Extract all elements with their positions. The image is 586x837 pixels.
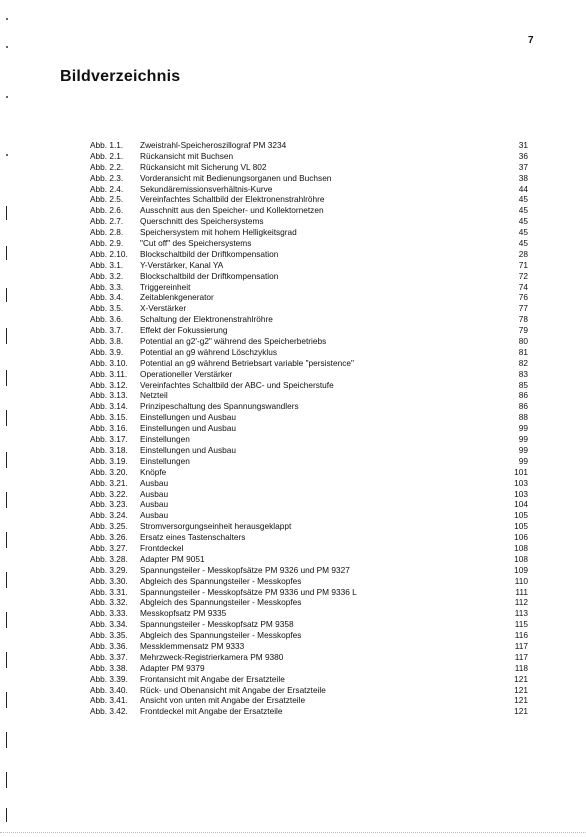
figure-caption: Potential an g9 während Betriebsart variable "persistence" (140, 357, 354, 368)
figure-page-number: 121 (514, 673, 528, 684)
figure-entry (90, 434, 530, 445)
figure-page-number: 112 (514, 597, 528, 608)
figure-entry (90, 347, 530, 358)
figure-page-number: 74 (518, 281, 528, 292)
figure-caption: Frontdeckel mit Angabe der Ersatzteile (140, 706, 283, 717)
figure-caption: Querschnitt des Speichersystems (140, 216, 264, 227)
figure-caption: Ersatz eines Tastenschalters (140, 532, 246, 543)
figure-number: Abb. 3.23. (90, 499, 128, 510)
figure-number: Abb. 3.17. (90, 434, 128, 445)
figure-entry (90, 478, 530, 489)
figure-number: Abb. 3.18. (90, 444, 128, 455)
binding-margin-marks (0, 0, 20, 837)
figure-page-number: 85 (518, 379, 528, 390)
page-bottom-rule (0, 832, 586, 833)
figure-caption: Frontdeckel (140, 542, 184, 553)
figure-entry (90, 238, 530, 249)
figure-caption: Zeitablenkgenerator (140, 292, 214, 303)
figure-caption: Vereinfachtes Schaltbild der ABC- und Speicherstufe (140, 379, 334, 390)
margin-mark (6, 410, 10, 426)
figure-caption: Einstellungen und Ausbau (140, 423, 236, 434)
figure-page-number: 118 (514, 662, 528, 673)
figure-caption: Speichersystem mit hohem Helligkeitsgrad (140, 227, 297, 238)
figure-number: Abb. 3.9. (90, 346, 124, 357)
figure-page-number: 110 (514, 575, 528, 586)
figure-entry (90, 489, 530, 500)
figure-entry (90, 303, 530, 314)
margin-mark (6, 288, 10, 302)
figure-caption: Blockschaltbild der Driftkompensation (140, 248, 279, 259)
figure-entry (90, 641, 530, 652)
figure-caption: Einstellungen und Ausbau (140, 412, 236, 423)
figure-caption: Effekt der Fokussierung (140, 325, 228, 336)
figure-caption: Abgleich des Spannungsteiler - Messkopfes (140, 597, 302, 608)
figure-caption: Triggereinheit (140, 281, 191, 292)
figure-number: Abb. 3.26. (90, 532, 128, 543)
figure-number: Abb. 3.39. (90, 673, 128, 684)
figure-number: Abb. 3.21. (90, 477, 128, 488)
figure-page-number: 103 (514, 488, 528, 499)
figure-page-number: 45 (518, 227, 528, 238)
figure-entry (90, 706, 530, 717)
figure-entry (90, 325, 530, 336)
figure-number: Abb. 3.16. (90, 423, 128, 434)
figure-page-number: 79 (518, 325, 528, 336)
figure-caption: Stromversorgungseinheit herausgeklappt (140, 521, 292, 532)
figure-page-number: 37 (518, 161, 528, 172)
figure-number: Abb. 3.34. (90, 619, 128, 630)
margin-mark (6, 692, 10, 708)
figure-entry (90, 162, 530, 173)
figure-entry (90, 401, 530, 412)
figure-page-number: 109 (514, 564, 528, 575)
figure-page-number: 72 (518, 270, 528, 281)
margin-mark (6, 206, 10, 220)
figure-entry (90, 282, 530, 293)
margin-mark (6, 612, 10, 628)
figure-caption: Y-Verstärker, Kanal YA (140, 259, 224, 270)
figure-number: Abb. 3.30. (90, 575, 128, 586)
figure-list (90, 140, 530, 717)
figure-entry (90, 565, 530, 576)
figure-entry (90, 456, 530, 467)
margin-mark (6, 492, 10, 508)
figure-number: Abb. 3.4. (90, 292, 124, 303)
figure-number: Abb. 3.27. (90, 542, 128, 553)
figure-entry (90, 652, 530, 663)
figure-caption: Potential an g2'-g2" während des Speicherbetriebs (140, 336, 327, 347)
margin-mark (6, 808, 10, 822)
figure-number: Abb. 3.7. (90, 325, 124, 336)
figure-caption: Netzteil (140, 390, 168, 401)
figure-caption: Vereinfachtes Schaltbild der Elektronenstrahlröhre (140, 194, 325, 205)
figure-number: Abb. 3.28. (90, 553, 128, 564)
figure-page-number: 81 (518, 346, 528, 357)
figure-caption: Frontansicht mit Angabe der Ersatzteile (140, 673, 285, 684)
figure-caption: Zweistrahl-Speicheroszillograf PM 3234 (140, 140, 287, 150)
figure-entry (90, 532, 530, 543)
figure-entry (90, 380, 530, 391)
figure-number: Abb. 3.41. (90, 695, 128, 706)
figure-caption: Sekundäremissionsverhältnis-Kurve (140, 183, 273, 194)
figure-page-number: 86 (518, 401, 528, 412)
figure-page-number: 44 (518, 183, 528, 194)
figure-number: Abb. 3.5. (90, 303, 124, 314)
figure-page-number: 77 (518, 303, 528, 314)
figure-page-number: 38 (518, 172, 528, 183)
figure-number: Abb. 2.2. (90, 161, 124, 172)
figure-number: Abb. 2.6. (90, 205, 124, 216)
figure-entry (90, 249, 530, 260)
figure-entry (90, 336, 530, 347)
figure-page-number: 117 (514, 640, 528, 651)
figure-entry (90, 445, 530, 456)
figure-number: Abb. 3.12. (90, 379, 128, 390)
figure-page-number: 45 (518, 194, 528, 205)
margin-dot (6, 154, 8, 156)
figure-page-number: 99 (518, 434, 528, 445)
figure-caption: Adapter PM 9051 (140, 553, 205, 564)
figure-caption: "Cut off" des Speichersystems (140, 238, 252, 249)
margin-mark (6, 772, 10, 788)
figure-entry (90, 412, 530, 423)
figure-number: Abb. 2.10. (90, 248, 128, 259)
figure-caption: Spannungsteiler - Messkopfsatz PM 9358 (140, 619, 294, 630)
figure-number: Abb. 3.31. (90, 586, 128, 597)
figure-page-number: 82 (518, 357, 528, 368)
figure-page-number: 105 (514, 521, 528, 532)
figure-caption: Mehrzweck-Registrierkamera PM 9380 (140, 651, 284, 662)
figure-page-number: 99 (518, 444, 528, 455)
figure-page-number: 121 (514, 684, 528, 695)
margin-mark (6, 732, 10, 748)
figure-caption: Ausschnitt aus den Speicher- und Kollektornetzen (140, 205, 324, 216)
margin-mark (6, 328, 10, 344)
figure-caption: Schaltung der Elektronenstrahlröhre (140, 314, 273, 325)
figure-number: Abb. 3.2. (90, 270, 124, 281)
figure-page-number: 78 (518, 314, 528, 325)
figure-page-number: 36 (518, 150, 528, 161)
figure-entry (90, 205, 530, 216)
figure-caption: Rückansicht mit Buchsen (140, 150, 234, 161)
figure-caption: Potential an g9 während Löschzyklus (140, 346, 277, 357)
figure-number: Abb. 2.1. (90, 150, 124, 161)
figure-page-number: 108 (514, 553, 528, 564)
figure-caption: Operationeller Verstärker (140, 368, 233, 379)
figure-caption: Einstellungen (140, 434, 190, 445)
figure-number: Abb. 3.38. (90, 662, 128, 673)
figure-caption: Blockschaltbild der Driftkompensation (140, 270, 279, 281)
figure-entry (90, 467, 530, 478)
figure-entry (90, 510, 530, 521)
figure-entry (90, 314, 530, 325)
figure-entry (90, 587, 530, 598)
figure-number: Abb. 3.33. (90, 608, 128, 619)
figure-number: Abb. 2.9. (90, 238, 124, 249)
figure-caption: Rück- und Obenansicht mit Angabe der Ersatzteile (140, 684, 326, 695)
figure-page-number: 104 (514, 499, 528, 510)
figure-caption: Ausbau (140, 499, 169, 510)
figure-caption: Spannungsteiler - Messkopfsätze PM 9326 und PM 9327 (140, 564, 350, 575)
figure-entry (90, 260, 530, 271)
figure-caption: Ausbau (140, 477, 169, 488)
figure-caption: Knöpfe (140, 466, 167, 477)
figure-caption: Abgleich des Spannungsteiler - Messkopfes (140, 575, 302, 586)
figure-number: Abb. 3.37. (90, 651, 128, 662)
figure-number: Abb. 2.8. (90, 227, 124, 238)
figure-entry (90, 630, 530, 641)
figure-caption: Abgleich des Spannungsteiler - Messkopfes (140, 630, 302, 641)
figure-number: Abb. 3.20. (90, 466, 128, 477)
figure-caption: Rückansicht mit Sicherung VL 802 (140, 161, 267, 172)
figure-page-number: 28 (518, 248, 528, 259)
figure-entry (90, 499, 530, 510)
figure-page-number: 71 (518, 259, 528, 270)
figure-entry (90, 543, 530, 554)
figure-number: Abb. 3.3. (90, 281, 124, 292)
margin-mark (6, 370, 10, 386)
figure-page-number: 115 (514, 619, 528, 630)
figure-number: Abb. 3.40. (90, 684, 128, 695)
figure-entry (90, 685, 530, 696)
figure-page-number: 45 (518, 205, 528, 216)
figure-entry (90, 663, 530, 674)
figure-entry (90, 619, 530, 630)
figure-entry (90, 576, 530, 587)
margin-mark (6, 532, 10, 548)
figure-page-number: 76 (518, 292, 528, 303)
figure-number: Abb. 3.11. (90, 368, 128, 379)
figure-number: Abb. 3.25. (90, 521, 128, 532)
figure-caption: Prinzipeschaltung des Spannungswandlers (140, 401, 299, 412)
figure-entry (90, 271, 530, 282)
figure-page-number: 88 (518, 412, 528, 423)
figure-page-number: 83 (518, 368, 528, 379)
figure-page-number: 117 (514, 651, 528, 662)
figure-number: Abb. 3.24. (90, 510, 128, 521)
figure-caption: X-Verstärker (140, 303, 187, 314)
figure-number: Abb. 3.14. (90, 401, 128, 412)
figure-number: Abb. 3.36. (90, 640, 128, 651)
figure-caption: Vorderansicht mit Bedienungsorganen und Buchsen (140, 172, 332, 183)
figure-page-number: 113 (514, 608, 528, 619)
figure-number: Abb. 3.29. (90, 564, 128, 575)
margin-mark (6, 452, 10, 468)
figure-entry (90, 173, 530, 184)
figure-caption: Ausbau (140, 488, 169, 499)
figure-number: Abb. 2.5. (90, 194, 124, 205)
figure-caption: Spannungsteiler - Messkopfsätze PM 9336 und PM 9336 L (140, 586, 357, 597)
figure-number: Abb. 3.15. (90, 412, 128, 423)
figure-entry (90, 695, 530, 706)
figure-entry (90, 216, 530, 227)
figure-entry (90, 608, 530, 619)
figure-entry (90, 390, 530, 401)
figure-entry (90, 140, 530, 151)
figure-number: Abb. 3.8. (90, 336, 124, 347)
margin-mark (6, 246, 10, 260)
figure-entry (90, 292, 530, 303)
figure-number: Abb. 2.4. (90, 183, 124, 194)
figure-page-number: 31 (518, 140, 528, 150)
figure-page-number: 86 (518, 390, 528, 401)
figure-number: Abb. 3.35. (90, 630, 128, 641)
figure-entry (90, 597, 530, 608)
figure-caption: Messkopfsatz PM 9335 (140, 608, 227, 619)
figure-entry (90, 151, 530, 162)
page-number: 7 (528, 35, 534, 46)
figure-caption: Ansicht von unten mit Angabe der Ersatzteile (140, 695, 306, 706)
figure-page-number: 45 (518, 238, 528, 249)
figure-entry (90, 554, 530, 565)
figure-page-number: 99 (518, 455, 528, 466)
figure-page-number: 106 (514, 532, 528, 543)
figure-entry (90, 674, 530, 685)
margin-mark (6, 572, 10, 588)
figure-number: Abb. 3.6. (90, 314, 124, 325)
figure-number: Abb. 2.7. (90, 216, 124, 227)
figure-number: Abb. 1.1. (90, 140, 124, 150)
figure-page-number: 99 (518, 423, 528, 434)
figure-number: Abb. 3.10. (90, 357, 128, 368)
figure-entry (90, 358, 530, 369)
figure-number: Abb. 3.32. (90, 597, 128, 608)
figure-page-number: 103 (514, 477, 528, 488)
margin-dot (6, 96, 8, 98)
figure-entry (90, 521, 530, 532)
figure-number: Abb. 3.1. (90, 259, 124, 270)
figure-entry (90, 369, 530, 380)
figure-page-number: 116 (514, 630, 528, 641)
figure-page-number: 121 (514, 695, 528, 706)
figure-caption: Messklemmensatz PM 9333 (140, 640, 245, 651)
figure-entry (90, 184, 530, 195)
figure-entry (90, 423, 530, 434)
margin-mark (6, 652, 10, 668)
figure-number: Abb. 3.19. (90, 455, 128, 466)
margin-dot (6, 18, 8, 20)
figure-number: Abb. 3.13. (90, 390, 128, 401)
figure-page-number: 101 (514, 466, 528, 477)
figure-caption: Adapter PM 9379 (140, 662, 205, 673)
page-title: Bildverzeichnis (60, 68, 181, 85)
figure-caption: Einstellungen und Ausbau (140, 444, 236, 455)
figure-page-number: 105 (514, 510, 528, 521)
figure-page-number: 121 (514, 706, 528, 717)
figure-caption: Einstellungen (140, 455, 190, 466)
figure-entry (90, 194, 530, 205)
figure-page-number: 80 (518, 336, 528, 347)
figure-number: Abb. 2.3. (90, 172, 124, 183)
margin-dot (6, 46, 8, 48)
figure-page-number: 108 (514, 542, 528, 553)
figure-entry (90, 227, 530, 238)
figure-page-number: 45 (518, 216, 528, 227)
figure-page-number: 111 (515, 586, 528, 597)
figure-caption: Ausbau (140, 510, 169, 521)
figure-number: Abb. 3.22. (90, 488, 128, 499)
figure-number: Abb. 3.42. (90, 706, 128, 717)
